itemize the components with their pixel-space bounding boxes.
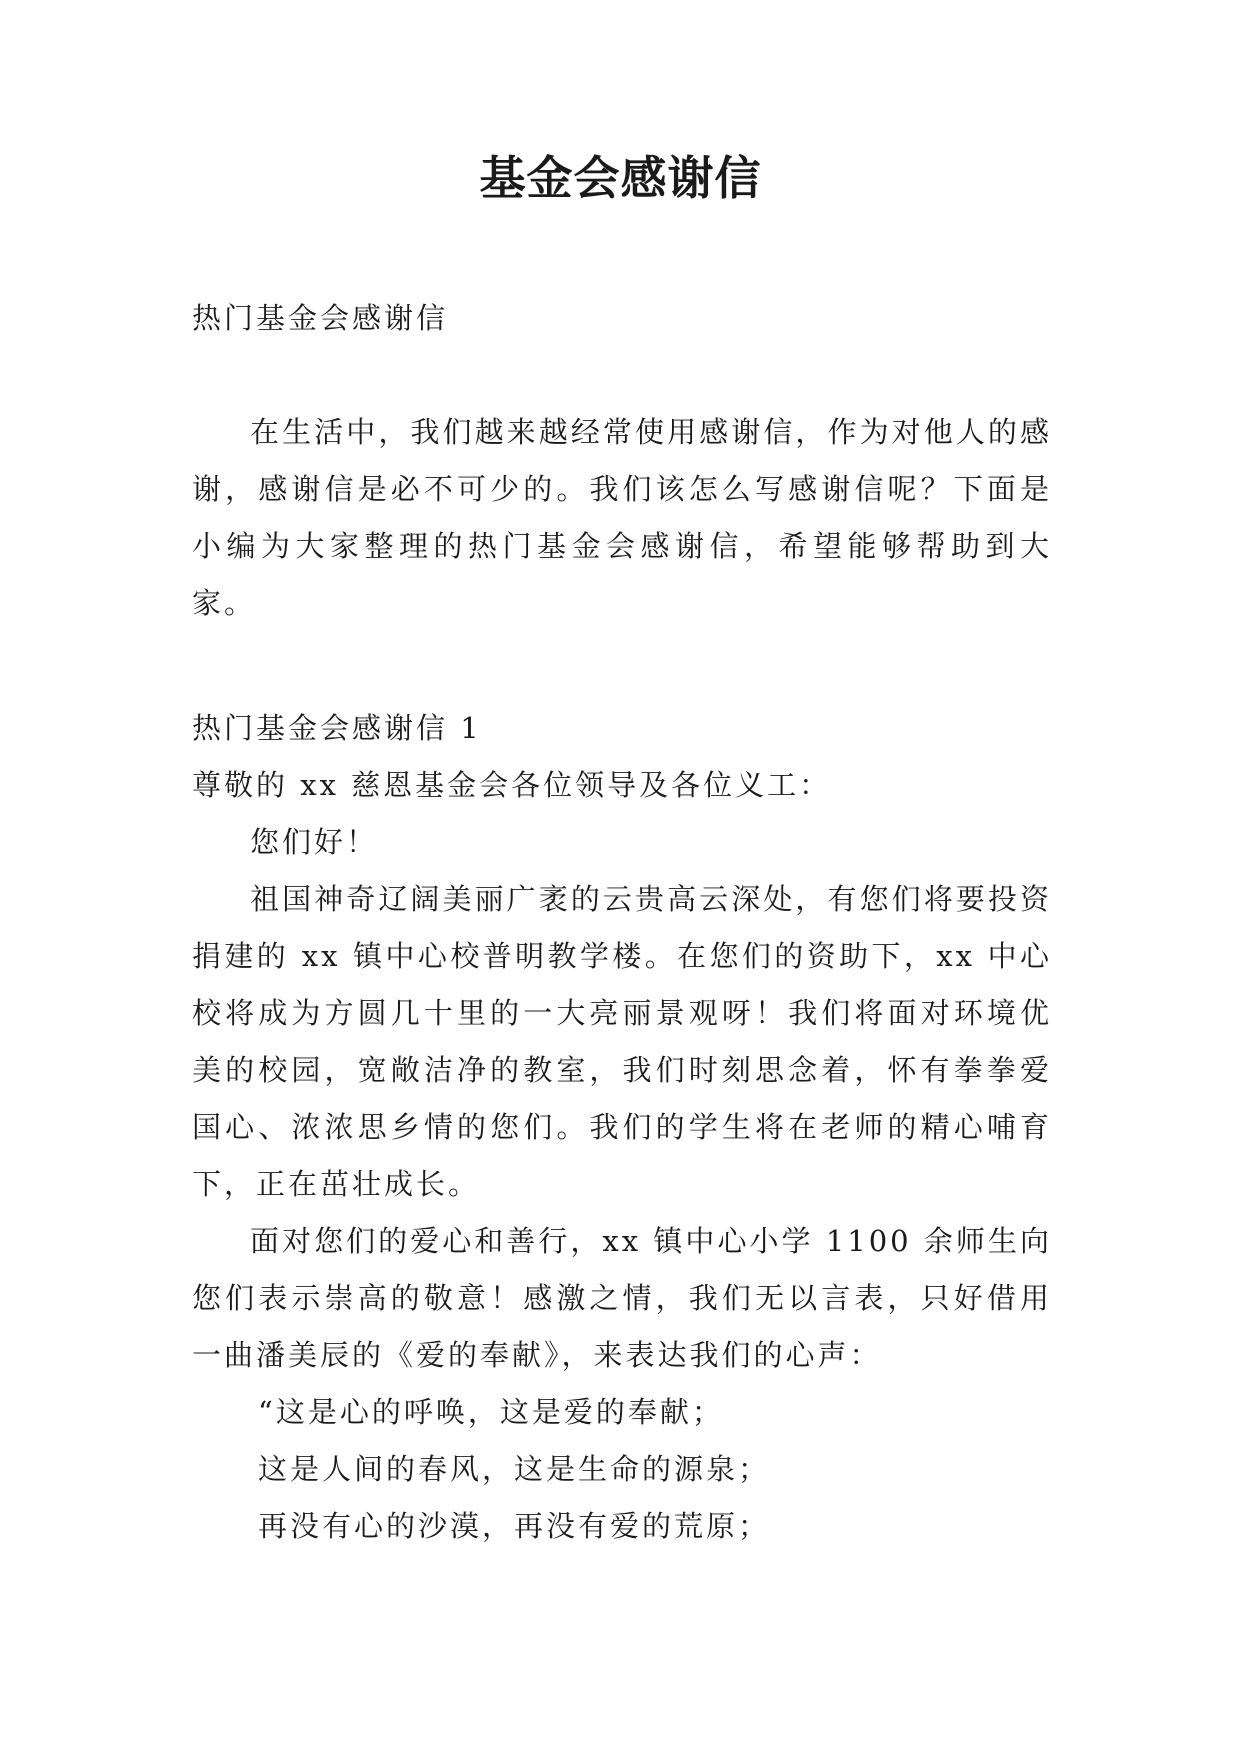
intro-section (192, 404, 1052, 632)
intro-paragraph: 在生活中，我们越来越经常使用感谢信，作为对他人的感谢，感谢信是必不可少的。我们该怎么写感谢信呢？下面是小编为大家整理的热门基金会感谢信，希望能够帮助到大家。 (192, 415, 1052, 620)
document-subtitle: 热门基金会感谢信 (192, 301, 449, 335)
lyric-line: “这是心的呼唤，这是爱的奉献； (258, 1395, 724, 1429)
document-title: 基金会感谢信 (479, 151, 762, 205)
letter-paragraph-2: 面对您们的爱心和善行，xx 镇中心小学 1100 余师生向您们表示崇高的敬意！感激之情，我们无以言表，只好借用一曲潘美辰的《爱的奉献》，来表达我们的心声： (192, 1224, 1052, 1372)
letter-salutation: 尊敬的 xx 慈恩基金会各位领导及各位义工： (192, 768, 832, 802)
lyric-line: 这是人间的春风，这是生命的源泉； (258, 1452, 771, 1486)
letter-greeting: 您们好！ (250, 825, 379, 859)
letter-section (192, 700, 1052, 1555)
lyric-line: 再没有心的沙漠，再没有爱的荒原； (258, 1509, 771, 1543)
letter-paragraph-1: 祖国神奇辽阔美丽广袤的云贵高云深处，有您们将要投资捐建的 xx 镇中心校普明教学楼。在您们的资助下，xx 中心校将成为方圆几十里的一大亮丽景观呀！我们将面对环境优美的校园，宽敞洁净的教室，我们时刻思念着，怀有拳拳爱国心、浓浓思乡情的您们。我们的学生将在老师的精心哺育下，正在茁壮成长。 (192, 882, 1052, 1201)
letter-heading: 热门基金会感谢信 1 (192, 711, 482, 745)
